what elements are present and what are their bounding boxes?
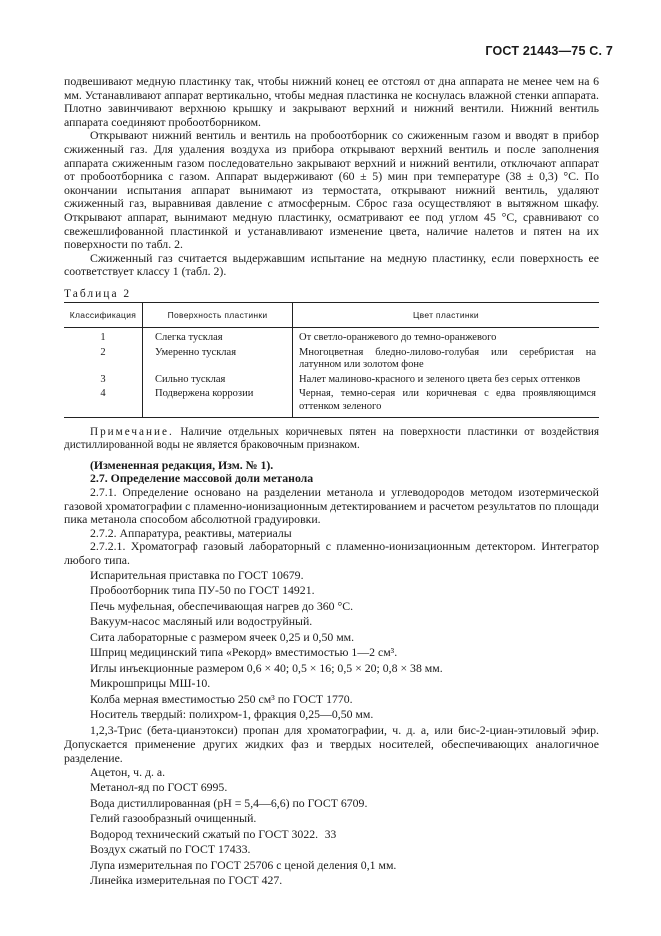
table-cell: Сильно тусклая: [143, 373, 293, 388]
paragraph: 2.7.2.1. Хроматограф газовый лабораторный с пламенно-ионизационным детектором. Интегратор любого типа.: [64, 539, 599, 567]
table-cell: Черная, темно-серая или коричневая с едва проявляющимся оттенком зеленого: [293, 387, 600, 418]
table-caption: Таблица 2: [64, 287, 132, 300]
table-note: [64, 426, 599, 453]
table-cell: Налет малиново-красного и зеленого цвета без серых оттенков: [293, 373, 600, 388]
section-heading: 2.7. Определение массовой доли метанола: [90, 471, 314, 486]
table-cell: 3: [100, 373, 106, 385]
table-header-row: [64, 302, 599, 328]
list-item: Гелий газообразный очищенный.: [90, 811, 257, 826]
list-item: Иглы инъекционные размером 0,6 × 40; 0,5 × 16; 0,5 × 20; 0,8 × 38 мм.: [90, 660, 443, 675]
column-header: Поверхность пластинки: [143, 302, 293, 328]
document-body: [64, 75, 599, 889]
list-item: Вода дистиллированная (pH = 5,4—6,6) по ГОСТ 6709.: [90, 795, 368, 810]
table-cell: Многоцветная бледно-лилово-голубая или серебристая на латунном или золотом фоне: [293, 346, 600, 373]
table-cell: От светло-оранжевого до темно-оранжевого: [293, 328, 600, 346]
paragraph: 1,2,3-Трис (бета-цианэтокси) пропан для хроматографии, ч. д. а, или бис-2-циан-этиловый эфир. Допускается применение других жидких фаз и твердых носителей, обеспечивающих аналогичное разделение.: [64, 722, 599, 765]
list-item: Воздух сжатый по ГОСТ 17433.: [90, 842, 251, 857]
paragraph: 2.7.2. Аппаратура, реактивы, материалы: [90, 525, 292, 540]
list-item: Пробоотборник типа ПУ-50 по ГОСТ 14921.: [90, 583, 315, 598]
edition-note: (Измененная редакция, Изм. № 1).: [90, 457, 274, 472]
list-item: Ацетон, ч. д. а.: [90, 764, 166, 779]
table-cell: 1: [100, 332, 106, 343]
note-text: Наличие отдельных коричневых пятен на поверхности пластинки от воздействия дистиллированной воды не является браковочным признаком.: [64, 426, 599, 452]
list-item: Лупа измерительная по ГОСТ 25706 с ценой деления 0,1 мм.: [90, 857, 397, 872]
table-cell: 4: [64, 387, 143, 418]
list-item: Испарительная приставка по ГОСТ 10679.: [90, 567, 304, 582]
equipment-list: [64, 568, 599, 723]
list-item: Носитель твердый: полихром-1, фракция 0,25—0,50 мм.: [90, 707, 374, 722]
table-row: [64, 387, 599, 418]
page-number: 33: [324, 829, 337, 841]
list-item: Метанол-яд по ГОСТ 6995.: [90, 780, 228, 795]
note-label: Примечание.: [90, 426, 174, 438]
list-item: Печь муфельная, обеспечивающая нагрев до 360 °С.: [90, 598, 354, 613]
list-item: Шприц медицинский типа «Рекорд» вместимостью 1—2 см³.: [90, 645, 398, 660]
table-cell: Слегка тусклая: [143, 328, 293, 346]
paragraph: Сжиженный газ считается выдержавшим испытание на медную пластинку, если поверхность ее соответствует классу 1 (табл. 2).: [64, 250, 599, 279]
column-header: Классификация: [64, 302, 143, 328]
table-row: [64, 373, 599, 388]
table-row: [64, 346, 599, 373]
table-row: [64, 328, 599, 346]
list-item: Колба мерная вместимостью 250 см³ по ГОСТ 1770.: [90, 691, 353, 706]
list-item: Линейка измерительная по ГОСТ 427.: [90, 873, 283, 888]
paragraph: Открывают нижний вентиль и вентиль на пробоотборник со сжиженным газом и вводят в прибор сжиженный газ. Для удаления воздуха из прибора открывают верхний вентиль и после заполнения аппарата сжиженным газом последовательно закрывают верхний и нижний вентили, отключают аппарат от пробоотборника с газом. Аппарат выдерживают (60 ± 5) мин при температуре (38 ± 0,3) °С. По окончании испытания аппарат вынимают из термостата, открывают нижний вентиль, удаляют сжиженный газ, выравнивая давление с атмосферным. Сброс газа осуществляют в вытяжном шкафу. Открывают аппарат, вынимают медную пластинку, осматривают ее под углом 45 °С, сравнивают со свежешлифованной пластинкой и устанавливают изменение цвета, наличие налетов и пятен на их поверхности по табл. 2.: [64, 128, 599, 252]
paragraph: 2.7.1. Определение основано на разделении метанола и углеводородов методом изотермической газовой хроматографии с пламенно-ионизационным детектированием и расчетом результатов по площади пика метанола способом абсолютной градуировки.: [64, 485, 599, 527]
table-cell: Подвержена коррозии: [143, 387, 293, 418]
paragraph: подвешивают медную пластинку так, чтобы нижний конец ее отстоял от дна аппарата не менее чем на 6 мм. Устанавливают аппарат вертикально, чтобы медная пластинка не коснулась влажной стенки аппарата. Плотно завинчивают верхнюю крышку и закрывают верхний и нижний вентили. Нижний вентиль аппарата соединяют пробоотборником.: [64, 74, 599, 129]
classification-table: [64, 302, 599, 419]
document-header: ГОСТ 21443—75 С. 7: [485, 44, 613, 58]
list-item: Микрошприцы МШ-10.: [90, 676, 211, 691]
reagents-list: [64, 765, 599, 889]
list-item: Сита лабораторные с размером ячеек 0,25 и 0,50 мм.: [90, 629, 355, 644]
table-cell: Умеренно тусклая: [143, 346, 293, 373]
table-cell: 2: [100, 346, 106, 358]
list-item: Вакуум-насос масляный или водоструйный.: [90, 614, 313, 629]
list-item: Водород технический сжатый по ГОСТ 3022.: [90, 826, 319, 841]
column-header: Цвет пластинки: [293, 302, 600, 328]
